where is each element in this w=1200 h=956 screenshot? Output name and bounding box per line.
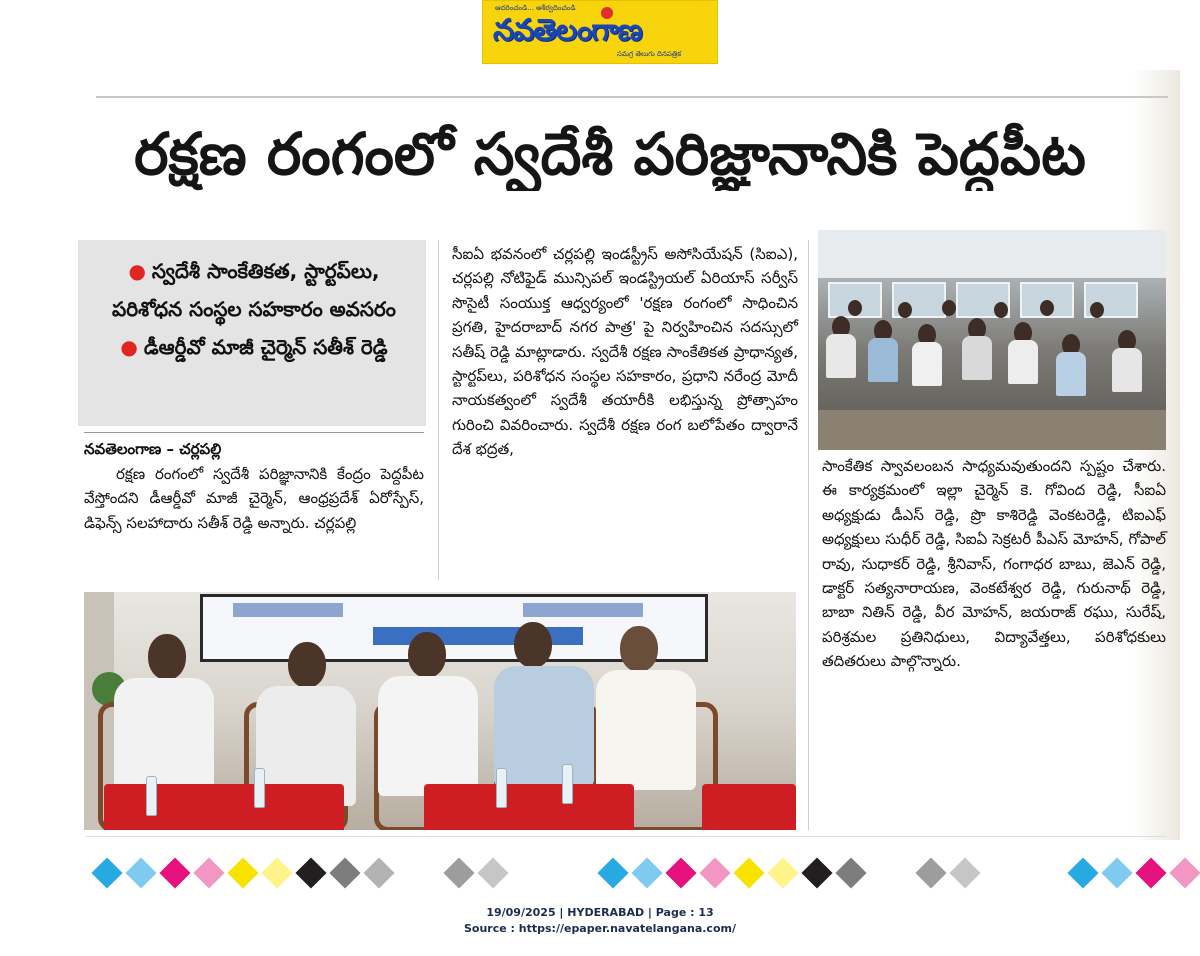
registration-mark	[227, 857, 258, 888]
article-column-3	[822, 454, 1166, 674]
registration-mark	[1101, 857, 1132, 888]
registration-mark	[1067, 857, 1098, 888]
registration-mark	[159, 857, 190, 888]
source-link[interactable]: Source : https://epaper.navatelangana.com/	[464, 922, 736, 935]
registration-mark	[295, 857, 326, 888]
logo-name: నవతెలంగాణ	[493, 13, 642, 48]
registration-mark	[363, 857, 394, 888]
column-divider	[808, 240, 809, 830]
registration-mark	[835, 857, 866, 888]
column-text: సాంకేతిక స్వావలంబన సాధ్యమవుతుందని స్పష్టం చేశారు. ఈ కార్యక్రమంలో ఇల్లా చైర్మెన్ కె. గోవింద రెడ్డి, సీఐఏ అధ్యక్షుడు డీఎస్ రెడ్డి, ప్రొ కాశిరెడ్డి వెంకటరెడ్డి, టిఐఎఫ్ అధ్యక్షులు సుధీర్ రెడ్డి, సిఐఏ సెక్రటరీ పీఎస్ మోహన్, గోపాల్ రావు, సుధాకర్ రెడ్డి, శ్రీనివాస్, గంగాధర బాబు, జెఎన్ రెడ్డి, డాక్టర్ సత్యనారాయణ, వెంకటేశ్వర రెడ్డి, గురునాథ్ రెడ్డి, బాబా నితిన్ రెడ్డి, వీర మోహన్, జయరాజ్ రఘు, సురేష్, పరిశ్రమల ప్రతినిధులు, విద్యావేత్తలు, పరిశోధకులు తదితరులు పాల్గొన్నారు.	[822, 457, 1166, 671]
registration-mark	[665, 857, 696, 888]
logo-tagline: ఆదరించండి... ఆశీర్వదించండి	[495, 4, 576, 12]
column-text: సీఐఏ భవనంలో చర్లపల్లి ఇండస్ట్రీస్ అసోసియేషన్ (సిఐఎ), చర్లపల్లి నోటిఫైడ్ మున్సిపల్ ఇండస్ట్రియల్ ఏరియాస్ సర్వీస్ సొసైటీ సంయుక్త ఆధ్వర్యంలో 'రక్షణ రంగంలో సాధించిన ప్రగతి, హైదరాబాద్ నగర పాత్ర' పై నిర్వహించిన సదస్సులో సతీష్ రెడ్డి మాట్లాడారు. స్వదేశీ రక్షణ సాంకేతికత ప్రాధాన్యత, స్టార్టప్‌లు, పరిశోధన సంస్థల సహకారం, ప్రధాని నరేంద్ర మోదీ నాయకత్వంలో స్వదేశీ తయారీకి లభిస్తున్న ప్రోత్సాహం గురించి వివరించారు. స్వదేశీ రక్షణ రంగ బలోపేతం ద్వారానే దేశ భద్రత,	[452, 245, 798, 459]
registration-mark	[631, 857, 662, 888]
registration-mark	[477, 857, 508, 888]
article-column-2	[452, 242, 798, 462]
bullet-icon: ●	[120, 335, 138, 359]
article-column-1	[84, 462, 424, 535]
registration-mark	[261, 857, 292, 888]
registration-mark	[597, 857, 628, 888]
bottom-rule	[86, 836, 1166, 837]
registration-mark	[443, 857, 474, 888]
registration-mark	[1169, 857, 1200, 888]
column-text: రక్షణ రంగంలో స్వదేశీ పరిజ్ఞానానికి కేంద్రం పెద్దపీట వేస్తోందని డీఆర్డీవో మాజీ చైర్మెన్, ఆంధ్రప్రదేశ్ ఏరోస్పేస్, డిఫెన్స్ సలహాదారు సతీశ్ రెడ్డి అన్నారు. చర్లపల్లి	[84, 465, 424, 532]
registration-mark	[949, 857, 980, 888]
registration-mark	[733, 857, 764, 888]
registration-mark	[193, 857, 224, 888]
registration-mark	[915, 857, 946, 888]
page-info: 19/09/2025 | HYDERABAD | Page : 13	[486, 906, 714, 919]
highlights-box	[78, 240, 426, 426]
audience-photo	[818, 230, 1166, 450]
registration-mark	[801, 857, 832, 888]
masthead-logo	[482, 0, 718, 64]
dateline-rule	[84, 432, 424, 433]
bullet-icon: ●	[128, 259, 146, 283]
registration-mark	[1135, 857, 1166, 888]
registration-mark	[125, 857, 156, 888]
stage-photo	[84, 592, 796, 830]
registration-mark	[767, 857, 798, 888]
highlight-item: ● స్వదేశీ సాంకేతికత, స్టార్టప్‌లు, పరిశోధన సంస్థల సహకారం అవసరం	[112, 259, 396, 321]
registration-mark	[699, 857, 730, 888]
gray-registration-marks	[444, 860, 508, 886]
gray-registration-marks	[916, 860, 980, 886]
top-rule	[96, 96, 1168, 98]
dateline: నవతెలంగాణ – చర్లపల్లి	[84, 440, 222, 458]
registration-mark	[91, 857, 122, 888]
highlight-item: ● డీఆర్డీవో మాజీ చైర్మెన్ సతీశ్ రెడ్డి	[120, 335, 388, 359]
article-headline: రక్షణ రంగంలో స్వదేశీ పరిజ్ఞానానికి పెద్దపీట	[134, 120, 1086, 188]
color-registration-marks	[92, 860, 394, 886]
color-registration-marks	[1068, 860, 1200, 886]
logo-subtitle: సమగ్ర తెలుగు దినపత్రిక	[616, 50, 681, 58]
column-divider	[438, 240, 439, 580]
registration-mark	[329, 857, 360, 888]
color-registration-marks	[598, 860, 866, 886]
